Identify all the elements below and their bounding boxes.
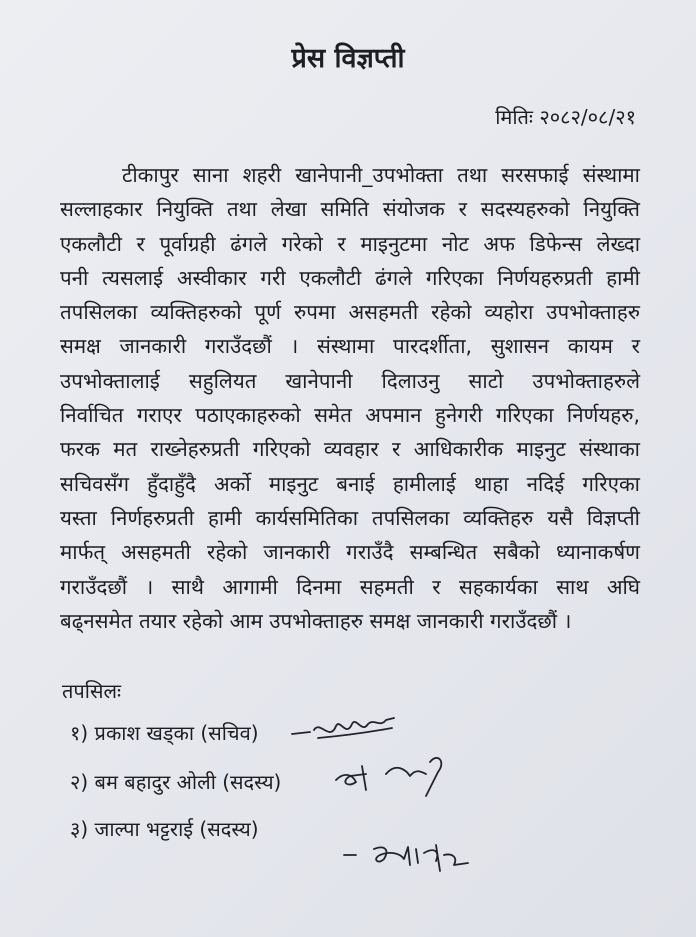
signature-2	[326, 752, 466, 802]
paragraph-line: सचिवसँग हुँदाहुँदै अर्को माइनुट बनाई हामीलाई थाहा नदिई गरिएका	[60, 471, 640, 496]
paragraph-line: तपसिलका व्यक्तिहरुको पूर्ण रुपमा असहमती रहेको व्यहोरा उपभोक्ताहरु	[60, 300, 640, 325]
paragraph-line: फरक मत राख्नेहरुप्रती गरिएको व्यवहार र आधिकारीक माइनुट संस्थाका	[60, 437, 640, 462]
paragraph-line: पनी त्यसलाई अस्वीकार गरी एकलौटी ढंगले गरिएका निर्णयहरुप्रती हामी	[60, 265, 640, 290]
tapsil-label: तपसिलः	[62, 679, 122, 703]
paragraph-line: उपभोक्तालाई सहुलियत खानेपानी दिलाउनु साटो उपभोक्ताहरुले	[60, 368, 640, 393]
signature-3	[340, 835, 480, 880]
paragraph-line: निर्वाचित गराएर पठाएकाहरुको समेत अपमान हुनेगरी गरिएका निर्णयहरु,	[60, 403, 640, 428]
member-1: १) प्रकाश खड्का (सचिव)	[70, 721, 259, 745]
paragraph-line: गराउँदछौं । साथै आगामी दिनमा सहमती र सहकार्यका साथ अघि	[60, 574, 640, 599]
body-paragraph	[60, 158, 640, 638]
signature-1	[290, 712, 400, 752]
paragraph-line: यस्ता निर्णहरुप्रती हामी कार्यसमितिका तपसिलका व्यक्तिहरु यसै विज्ञप्ती	[60, 505, 640, 530]
member-3: ३) जाल्पा भट्टराई (सदस्य)	[70, 817, 259, 841]
paragraph-line: मार्फत् असहमती रहेको जानकारी गराउँदै सम्बन्धित सबैको ध्यानाकर्षण	[60, 540, 640, 565]
paragraph-line: बढ्नसमेत तयार रहेको आम उपभोक्ताहरु समक्ष जानकारी गराउँदछौं ।	[60, 608, 572, 633]
document-date: मितिः २०८२/०८/२१	[495, 105, 636, 129]
paragraph-line: समक्ष जानकारी गराउँदछौं । संस्थामा पारदर्शीता, सुशासन कायम र	[60, 334, 640, 359]
paragraph-line: टीकापुर साना शहरी खानेपानी_उपभोक्ता तथा सरसफाई संस्थामा	[122, 163, 640, 187]
paragraph-line: सल्लाहकार नियुक्ति तथा लेखा समिति संयोजक र सदस्यहरुको नियुक्ति	[60, 197, 640, 222]
document-title: प्रेस विज्ञप्ती	[291, 43, 405, 74]
member-2: २) बम बहादुर ओली (सदस्य)	[70, 770, 282, 794]
paragraph-line: एकलौटी र पूर्वाग्रही ढंगले गरेको र माइनुटमा नोट अफ डिफेन्स लेख्दा	[60, 231, 640, 256]
